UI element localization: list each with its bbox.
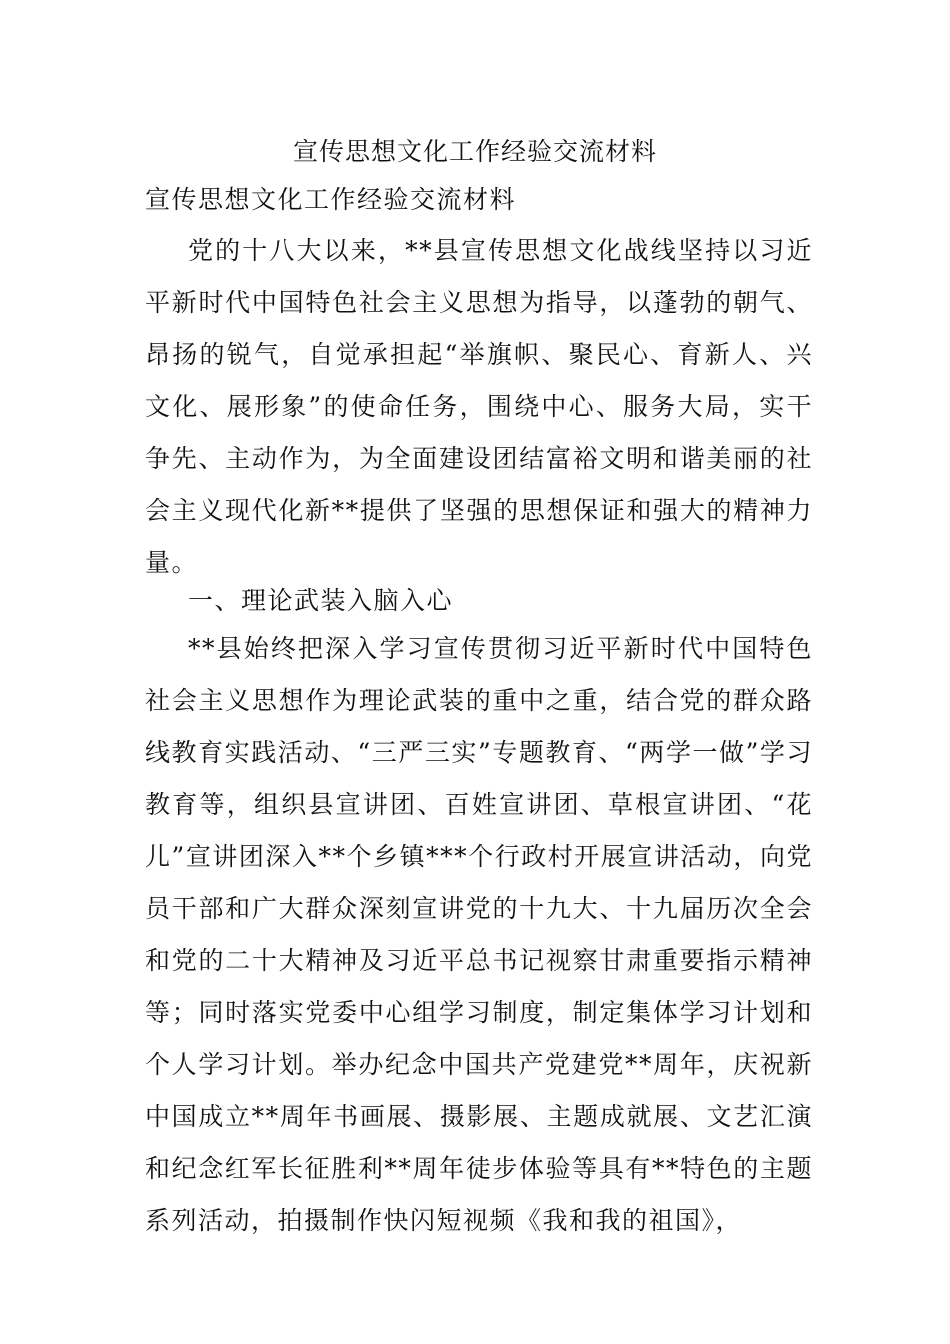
document-subtitle: 宣传思想文化工作经验交流材料 bbox=[145, 185, 517, 214]
intro-paragraph: 党的十八大以来，**县宣传思想文化战线坚持以习近平新时代中国特色社会主义思想为指导，以蓬勃的朝气、昂扬的锐气，自觉承担起“举旗帜、聚民心、育新人、兴文化、展形象”的使命任务，围绕中心、服务大局，实干争先、主动作为，为全面建设团结富裕文明和谐美丽的社会主义现代化新**提供了坚强的思想保证和强大的精神力量。 bbox=[145, 236, 813, 577]
document-title: 宣传思想文化工作经验交流材料 bbox=[292, 137, 657, 166]
section-heading: 一、理论武装入脑入心 bbox=[188, 586, 454, 615]
section-paragraph: **县始终把深入学习宣传贯彻习近平新时代中国特色社会主义思想作为理论武装的重中之重，结合党的群众路线教育实践活动、“三严三实”专题教育、“两学一做”学习教育等，组织县宣讲团、百姓宣讲团、草根宣讲团、“花儿”宣讲团深入**个乡镇***个行政村开展宣讲活动，向党员干部和广大群众深刻宣讲党的十九大、十九届历次全会和党的二十大精神及习近平总书记视察甘肃重要指示精神等；同时落实党委中心组学习制度，制定集体学习计划和个人学习计划。举办纪念中国共产党建党**周年，庆祝新中国成立**周年书画展、摄影展、主题成就展、文艺汇演和纪念红军长征胜利**周年徒步体验等具有**特色的主题系列活动，拍摄制作快闪短视频《我和我的祖国》， bbox=[145, 634, 813, 1235]
